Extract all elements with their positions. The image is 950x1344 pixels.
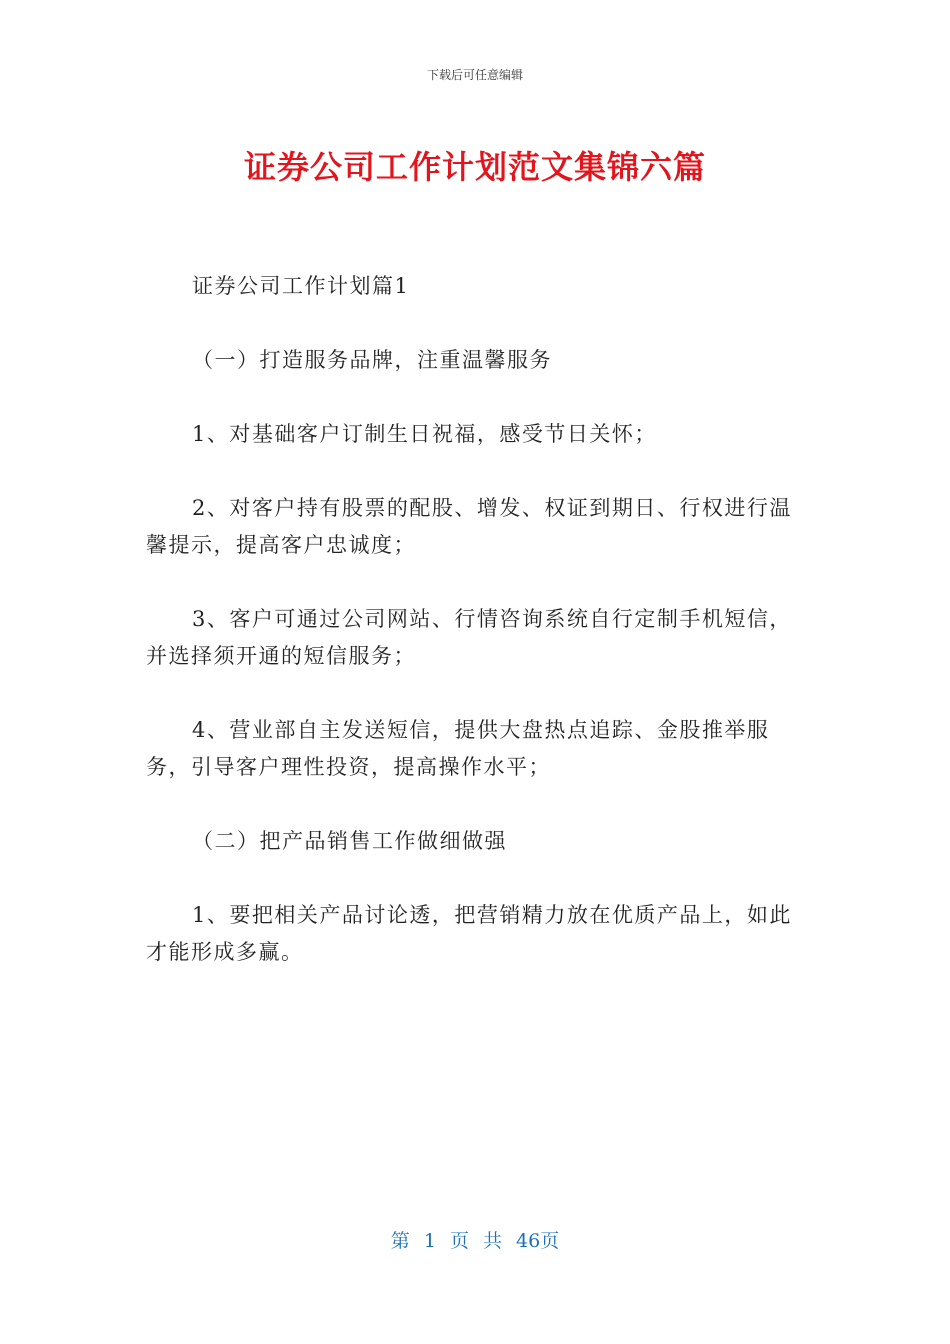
subsection-heading: （二）把产品销售工作做细做强 (192, 829, 507, 853)
list-item: 1、要把相关产品讨论透，把营销精力放在优质产品上，如此才能形成多赢。 (146, 903, 792, 964)
list-item: 4、营业部自主发送短信，提供大盘热点追踪、金股推举服务，引导客户理性投资，提高操作水平； (146, 718, 770, 779)
page-footer: 第 1 页 共 46页 (390, 1230, 560, 1252)
header-note: 下载后可任意编辑 (426, 68, 523, 82)
document-body (146, 268, 806, 1008)
subsection-heading: （一）打造服务品牌，注重温馨服务 (192, 348, 552, 372)
list-item: 1、对基础客户订制生日祝福，感受节日关怀； (192, 422, 657, 446)
list-item: 2、对客户持有股票的配股、增发、权证到期日、行权进行温馨提示，提高客户忠诚度； (146, 496, 792, 557)
section-heading: 证券公司工作计划篇1 (192, 274, 410, 298)
list-item: 3、客户可通过公司网站、行情咨询系统自行定制手机短信，并选择须开通的短信服务； (146, 607, 792, 668)
document-title: 证券公司工作计划范文集锦六篇 (243, 148, 706, 186)
